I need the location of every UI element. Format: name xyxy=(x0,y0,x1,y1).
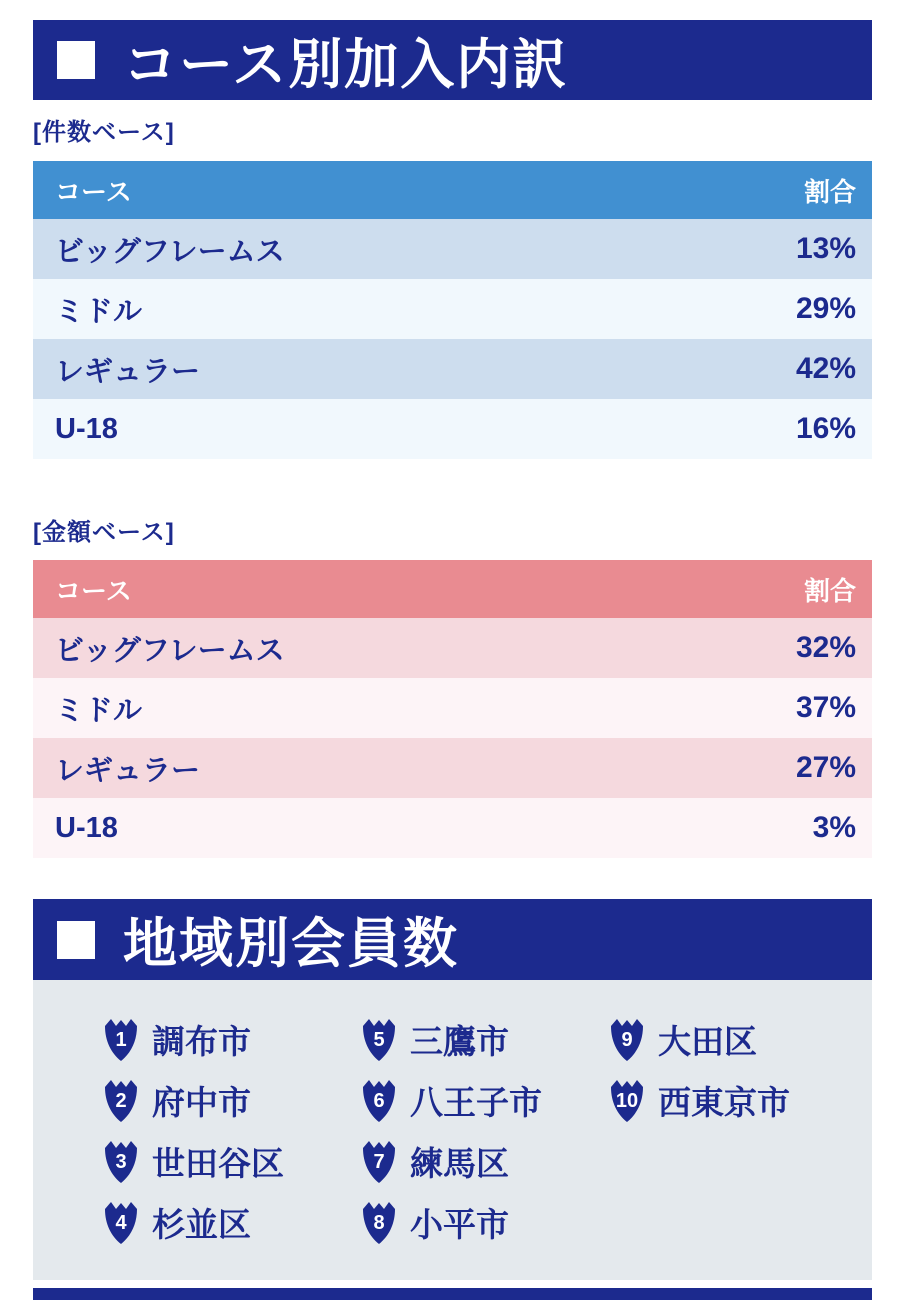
rank-number: 10 xyxy=(615,1089,639,1112)
ratio-cell: 29% xyxy=(795,292,856,325)
course-breakdown-title: コース別加入内訳 xyxy=(123,34,569,95)
rank-shield-icon xyxy=(361,1139,397,1185)
region-name: 練馬区 xyxy=(410,1145,509,1182)
rank-number: 6 xyxy=(373,1089,385,1112)
count-base-label: [件数ベース] xyxy=(33,119,175,146)
amount-base-label: [金額ベース] xyxy=(33,519,175,546)
rank-shield-icon xyxy=(361,1200,397,1246)
region-item xyxy=(103,1131,361,1192)
table-header-row xyxy=(33,161,872,219)
table-row xyxy=(33,279,872,339)
region-item xyxy=(609,1009,872,1070)
region-name: 府中市 xyxy=(152,1084,251,1121)
ratio-cell: 13% xyxy=(795,232,856,265)
course-cell: ビッグフレームス xyxy=(55,235,285,268)
region-item xyxy=(361,1131,609,1192)
region-name: 調布市 xyxy=(152,1023,251,1060)
region-panel xyxy=(33,980,872,1280)
ratio-cell: 16% xyxy=(795,412,856,445)
table-row xyxy=(33,798,872,858)
table-row xyxy=(33,738,872,798)
rank-number: 8 xyxy=(373,1211,385,1234)
course-cell: レギュラー xyxy=(55,754,201,787)
rank-number: 9 xyxy=(621,1028,633,1051)
table-row xyxy=(33,399,872,459)
count-base-table xyxy=(33,161,872,459)
rank-number: 1 xyxy=(115,1028,127,1051)
rank-shield-icon xyxy=(361,1078,397,1124)
table-row xyxy=(33,339,872,399)
ratio-cell: 3% xyxy=(812,811,856,844)
region-name: 三鷹市 xyxy=(410,1023,509,1060)
table-row xyxy=(33,678,872,738)
col-ratio-header: 割合 xyxy=(803,575,856,606)
table-row xyxy=(33,219,872,279)
course-cell: U-18 xyxy=(55,811,118,844)
course-cell: ミドル xyxy=(55,694,143,727)
region-item xyxy=(103,1009,361,1070)
rank-shield-icon xyxy=(609,1017,645,1063)
region-name: 世田谷区 xyxy=(152,1145,284,1182)
table-row xyxy=(33,618,872,678)
rank-number: 2 xyxy=(115,1089,127,1112)
course-cell: ミドル xyxy=(55,295,143,328)
region-members-title: 地域別会員数 xyxy=(123,914,459,974)
region-item xyxy=(361,1009,609,1070)
region-item xyxy=(361,1192,609,1253)
rank-number: 7 xyxy=(373,1150,385,1173)
region-name: 小平市 xyxy=(410,1206,509,1243)
rank-number: 5 xyxy=(373,1028,385,1051)
ratio-cell: 42% xyxy=(795,352,856,385)
rank-number: 4 xyxy=(115,1211,127,1234)
rank-shield-icon xyxy=(103,1078,139,1124)
region-name: 八王子市 xyxy=(410,1084,542,1121)
region-name: 杉並区 xyxy=(152,1206,251,1243)
rank-shield-icon xyxy=(609,1078,645,1124)
square-bullet-icon xyxy=(57,921,95,959)
ratio-cell: 32% xyxy=(795,631,856,664)
rank-shield-icon xyxy=(361,1017,397,1063)
course-cell: レギュラー xyxy=(55,355,201,388)
region-item xyxy=(103,1192,361,1253)
ratio-cell: 37% xyxy=(795,691,856,724)
rank-shield-icon xyxy=(103,1139,139,1185)
table-header-row xyxy=(33,560,872,618)
region-item xyxy=(609,1070,872,1131)
ratio-cell: 27% xyxy=(795,751,856,784)
region-members-banner xyxy=(33,899,872,980)
region-item xyxy=(361,1070,609,1131)
rank-shield-icon xyxy=(103,1017,139,1063)
region-name: 大田区 xyxy=(658,1023,757,1060)
next-section-banner-partial xyxy=(33,1288,872,1300)
col-course-header: コース xyxy=(55,575,132,606)
course-cell: ビッグフレームス xyxy=(55,634,285,667)
course-breakdown-banner xyxy=(33,20,872,100)
rank-number: 3 xyxy=(115,1150,127,1173)
col-ratio-header: 割合 xyxy=(803,176,856,207)
region-item xyxy=(103,1070,361,1131)
region-grid xyxy=(103,1009,872,1253)
amount-base-table xyxy=(33,560,872,858)
col-course-header: コース xyxy=(55,176,132,207)
course-cell: U-18 xyxy=(55,412,118,445)
region-name: 西東京市 xyxy=(658,1084,790,1121)
rank-shield-icon xyxy=(103,1200,139,1246)
square-bullet-icon xyxy=(57,41,95,79)
